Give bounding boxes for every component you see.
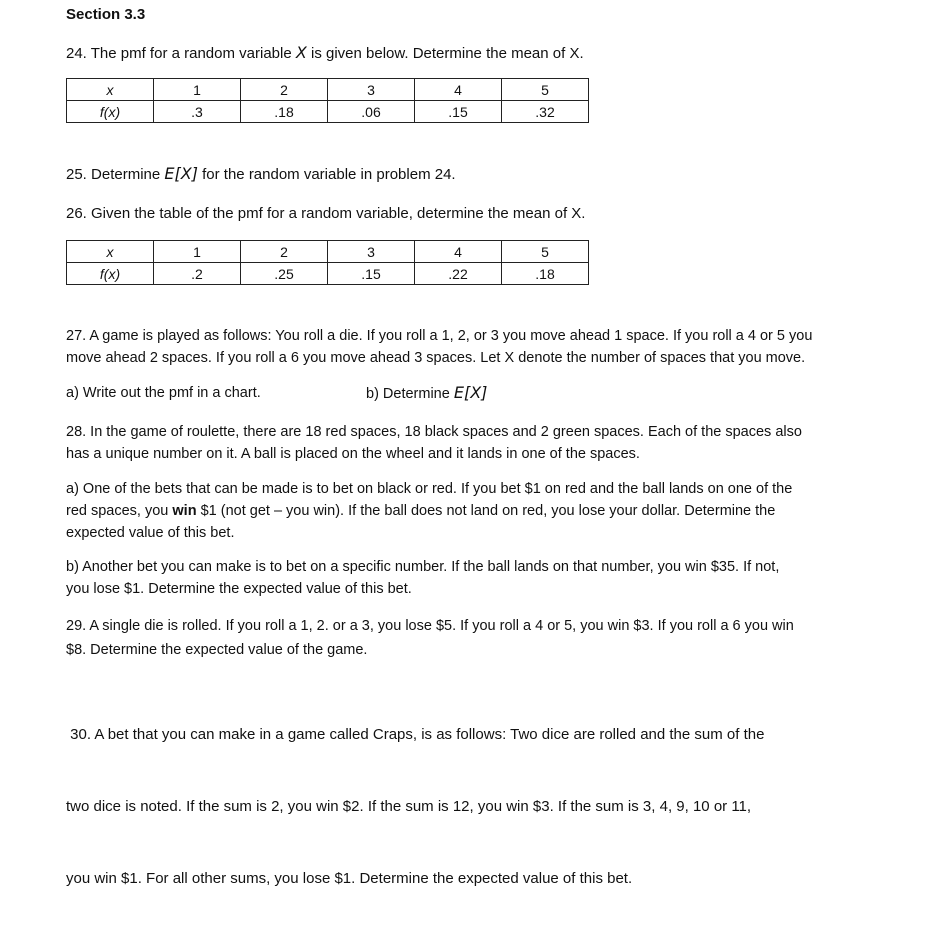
x-cell: 3: [328, 79, 415, 101]
x-cell: 5: [502, 241, 589, 263]
q27-part-b: [366, 382, 487, 405]
q25-suffix: for the random variable in problem 24.: [197, 166, 456, 183]
q27-part-a: a) Write out the pmf in a chart.: [66, 385, 261, 401]
pmf-table-26: [66, 240, 589, 285]
pmf-table-24: [66, 78, 589, 123]
q27-line: 27. A game is played as follows: You roll a die. If you roll a 1, 2, or 3 you move ahead 1 space. If you roll a 4 or 5 you: [66, 328, 813, 344]
q28-a-line: a) One of the bets that can be made is to bet on black or red. If you bet $1 on red and the ball lands on one of the: [66, 481, 793, 497]
q28-part-a: [66, 478, 926, 544]
row-label-x: x: [67, 241, 154, 263]
q24-variable: X: [295, 43, 307, 62]
table-row: [67, 241, 589, 263]
x-cell: 1: [154, 79, 241, 101]
q24-prefix: 24. The pmf for a random variable: [66, 45, 296, 62]
q30-line: two dice is noted. If the sum is 2, you win $2. If the sum is 12, you win $3. If the sum is 3, 4, 9, 10 or 11,: [66, 798, 752, 815]
q28-a-text: red spaces, you: [66, 503, 173, 519]
q29-line: $8. Determine the expected value of the game.: [66, 642, 368, 658]
q28-line: has a unique number on it. A ball is placed on the wheel and it lands in one of the spaces.: [66, 446, 640, 462]
row-label-fx: f(x): [67, 263, 154, 285]
question-27: [66, 325, 926, 369]
question-28: [66, 421, 926, 465]
q25-expression: E[X]: [164, 164, 198, 183]
q27-part-b-prefix: b) Determine: [366, 386, 454, 402]
table-row: [67, 79, 589, 101]
q30-line: 30. A bet that you can make in a game called Craps, is as follows: Two dice are rolled and the sum of the: [66, 726, 765, 743]
row-label-x: x: [67, 79, 154, 101]
q28-b-line: b) Another bet you can make is to bet on a specific number. If the ball lands on that number, you win $35. If not,: [66, 559, 780, 575]
fx-cell: .22: [415, 263, 502, 285]
x-cell: 4: [415, 79, 502, 101]
section-title: Section 3.3: [66, 6, 146, 23]
fx-cell: .15: [415, 101, 502, 123]
q25-prefix: 25. Determine: [66, 166, 165, 183]
fx-cell: .25: [241, 263, 328, 285]
x-cell: 1: [154, 241, 241, 263]
x-cell: 3: [328, 241, 415, 263]
question-24: [66, 42, 584, 65]
question-30: [66, 675, 926, 939]
fx-cell: .18: [502, 263, 589, 285]
question-26: 26. Given the table of the pmf for a random variable, determine the mean of X.: [66, 205, 586, 222]
table-row: [67, 263, 589, 285]
x-cell: 4: [415, 241, 502, 263]
row-label-fx: f(x): [67, 101, 154, 123]
q28-part-b: [66, 556, 926, 600]
fx-cell: .2: [154, 263, 241, 285]
question-25: [66, 163, 456, 186]
q28-a-text: $1 (not get – you win). If the ball does not land on red, you lose your dollar. Determine the: [196, 503, 776, 519]
q28-a-line: expected value of this bet.: [66, 525, 235, 541]
question-29: [66, 615, 926, 661]
x-cell: 2: [241, 79, 328, 101]
q28-a-line: [66, 500, 926, 522]
q28-line: 28. In the game of roulette, there are 18 red spaces, 18 black spaces and 2 green spaces. Each of the spaces also: [66, 424, 802, 440]
q27-line: move ahead 2 spaces. If you roll a 6 you move ahead 3 spaces. Let X denote the number of spaces that you move.: [66, 350, 806, 366]
q24-suffix: is given below. Determine the mean of X.: [306, 45, 584, 62]
fx-cell: .15: [328, 263, 415, 285]
q28-a-bold-win: win: [172, 503, 197, 519]
fx-cell: .32: [502, 101, 589, 123]
fx-cell: .18: [241, 101, 328, 123]
q27-part-b-expression: E[X]: [453, 383, 488, 402]
x-cell: 2: [241, 241, 328, 263]
q30-line: you win $1. For all other sums, you lose $1. Determine the expected value of this bet.: [66, 870, 633, 887]
fx-cell: .3: [154, 101, 241, 123]
table-row: [67, 101, 589, 123]
x-cell: 5: [502, 79, 589, 101]
fx-cell: .06: [328, 101, 415, 123]
q28-b-line: you lose $1. Determine the expected value of this bet.: [66, 581, 412, 597]
q29-line: 29. A single die is rolled. If you roll a 1, 2. or a 3, you lose $5. If you roll a 4 or 5, you win $3. If you roll a 6 you win: [66, 618, 794, 634]
